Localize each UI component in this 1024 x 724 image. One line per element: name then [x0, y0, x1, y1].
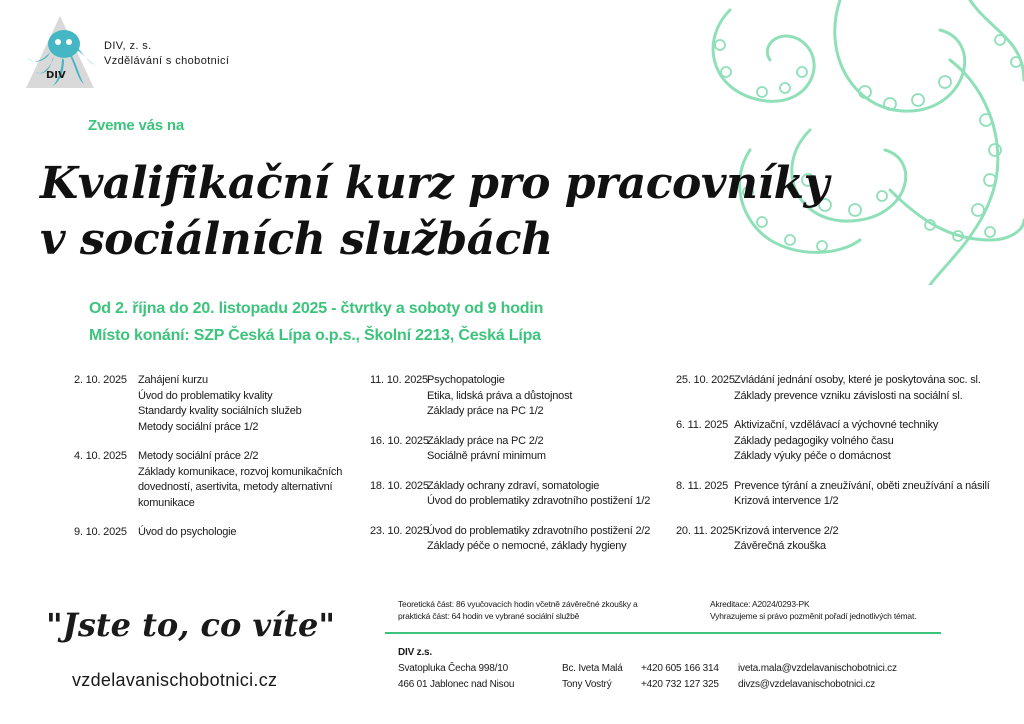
contact-address [398, 645, 514, 693]
session-topic: Krizová intervence 2/2 [734, 524, 839, 537]
session-date: 18. 10. 2025 [370, 479, 429, 492]
schedule-column-3 [676, 373, 990, 569]
org-name: DIV, z. s. [104, 40, 152, 52]
session-topic: Základy práce na PC 1/2 [427, 405, 544, 417]
divider [385, 632, 941, 634]
session-topic: Základy prevence vzniku závislosti na sociální sl. [734, 389, 963, 402]
session-date: 9. 10. 2025 [74, 526, 127, 538]
accreditation-number: Akreditace: A2024/0293-PK [710, 599, 810, 609]
contact-emails [738, 661, 897, 693]
session-date: 8. 11. 2025 [676, 479, 729, 492]
octopus-logo-icon [22, 14, 98, 96]
website-link[interactable]: vzdelavanischobotnici.cz [72, 670, 278, 690]
session-topic: Závěrečná zkouška [734, 540, 826, 552]
slogan: "Jste to, co víte" [46, 606, 336, 644]
schedule-entry [370, 434, 650, 465]
course-title-line2: v sociálních službách [40, 214, 553, 265]
session-topic: Úvod do problematiky zdravotního postižení 2/2 [427, 524, 651, 537]
session-topics [734, 479, 990, 510]
session-topic: Prevence týrání a zneužívání, oběti zneužívání a násilí [734, 479, 990, 492]
session-topic: Zahájení kurzu [138, 374, 208, 386]
session-topic: Metody sociální práce 1/2 [138, 420, 259, 433]
session-topic: Sociálně právní minimum [427, 450, 546, 462]
schedule-entry [74, 449, 378, 511]
contact-org-name: DIV z.s. [398, 647, 432, 658]
session-topics [734, 373, 981, 404]
accreditation-info [710, 598, 916, 622]
session-topic: Zvládání jednání osoby, které je poskytována soc. sl. [734, 374, 981, 386]
schedule-entry [74, 373, 378, 435]
logo-text: DIV [46, 70, 66, 81]
session-topic: Aktivizační, vzdělávací a výchovné techniky [734, 419, 939, 431]
schedule-entry [370, 479, 650, 510]
session-topic: Standardy kvality sociálních služeb [138, 405, 302, 417]
session-date: 4. 10. 2025 [74, 450, 127, 462]
session-topic: Metody sociální práce 2/2 [138, 450, 259, 462]
schedule-entry [676, 418, 990, 465]
session-topics [427, 479, 650, 510]
session-topic: Základy pedagogiky volného času [734, 434, 894, 447]
contact-phone[interactable]: +420 732 127 325 [641, 679, 719, 690]
contact-name: Tony Vostrý [562, 679, 612, 690]
session-topic: Úvod do psychologie [138, 526, 237, 538]
session-date: 2. 10. 2025 [74, 374, 127, 386]
course-venue: Místo konání: SZP Česká Lípa o.p.s., Školní 2213, Česká Lípa [89, 327, 541, 344]
session-topic: Základy ochrany zdraví, somatologie [427, 479, 600, 492]
schedule-entry [74, 525, 378, 541]
session-topics [138, 449, 378, 511]
invite-text: Zveme vás na [88, 117, 184, 134]
session-topics [138, 525, 236, 541]
session-date: 25. 10. 2025 [676, 374, 735, 386]
session-topic: Krizová intervence 1/2 [734, 495, 839, 507]
session-topic: Základy výuky péče o domácnost [734, 450, 891, 462]
session-topic: Základy práce na PC 2/2 [427, 434, 544, 447]
schedule-entry [370, 524, 650, 555]
course-title-line1: Kvalifikační kurz pro pracovníky [40, 158, 829, 209]
session-topics [427, 524, 650, 555]
schedule-entry [370, 373, 650, 420]
session-topics [734, 418, 938, 465]
contact-phones [641, 661, 719, 693]
course-hours-info: Teoretická část: 86 vyučovacích hodin včetně závěrečné zkoušky a praktická část: 64 hodin ve vybrané sociální službě [398, 599, 638, 621]
session-topics [427, 373, 572, 420]
schedule-column-1 [74, 373, 378, 555]
contact-city: 466 01 Jablonec nad Nisou [398, 679, 515, 690]
contact-street: Svatopluka Čecha 998/10 [398, 663, 508, 674]
order-change-notice: Vyhrazujeme si právo pozměnit pořadí jednotlivých témat. [710, 611, 917, 621]
contact-names [562, 661, 623, 693]
contact-email[interactable]: iveta.mala@vzdelavanischobotnici.cz [738, 663, 897, 674]
session-topic: Úvod do problematiky zdravotního postižení 1/2 [427, 495, 651, 507]
session-topic: Základy péče o nemocné, základy hygieny [427, 540, 627, 552]
schedule-entry [676, 524, 990, 555]
org-tagline: Vzdělávání s chobotnicí [104, 55, 230, 67]
schedule-entry [676, 479, 990, 510]
session-date: 16. 10. 2025 [370, 434, 429, 447]
session-topics [427, 434, 546, 465]
tentacles-decoration-icon [690, 0, 1024, 285]
org-block [104, 39, 229, 69]
contact-name: Bc. Iveta Malá [562, 663, 623, 674]
session-topic: Úvod do problematiky kvality [138, 389, 273, 402]
session-date: 11. 10. 2025 [370, 374, 428, 386]
contact-email[interactable]: divzs@vzdelavanischobotnici.cz [738, 679, 875, 690]
session-topic: Etika, lidská práva a důstojnost [427, 389, 573, 402]
session-date: 23. 10. 2025 [370, 524, 429, 537]
schedule-column-2 [370, 373, 650, 569]
session-topics [138, 373, 302, 435]
contact-phone[interactable]: +420 605 166 314 [641, 663, 719, 674]
session-topic: Psychopatologie [427, 374, 505, 386]
session-date: 6. 11. 2025 [676, 419, 729, 431]
schedule-entry [676, 373, 990, 404]
session-topic: Základy komunikace, rozvoj komunikačních dovedností, asertivita, metody alternativní komunikace [138, 465, 343, 509]
session-date: 20. 11. 2025 [676, 524, 734, 537]
course-dates: Od 2. října do 20. listopadu 2025 - čtvrtky a soboty od 9 hodin [89, 300, 544, 317]
session-topics [734, 524, 838, 555]
